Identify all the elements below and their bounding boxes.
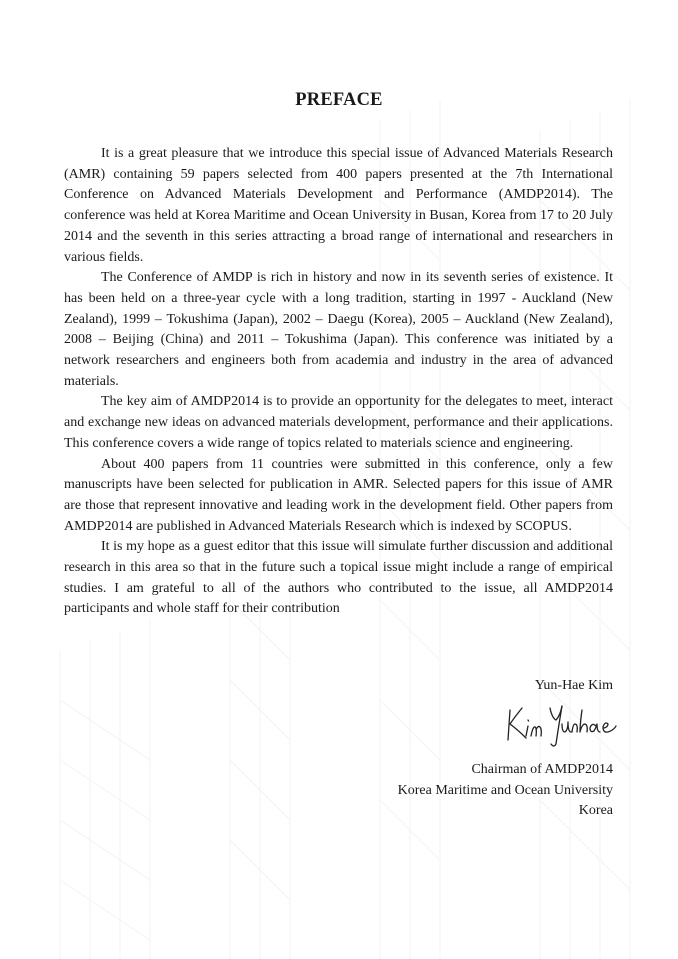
- signatory-name: Yun-Hae Kim: [534, 678, 613, 693]
- paragraph-2: The Conference of AMDP is rich in history and now in its seventh series of existence. It has been held on a three-year cycle with a long tradition, starting in 1997 - Auckland (New Zealand), 1999 – Tokushima (Japan), 2002 – Daegu (Korea), 2005 – Auckland (New Zealand), 2008 – Beijing (China) and 2011 – Tokushima (Japan). This conference was initiated by a network researchers and engineers both from academia and industry in the area of advanced materials.: [64, 270, 613, 389]
- signatory-block: [535, 676, 613, 697]
- preface-body: [64, 144, 613, 620]
- paragraph-3: The key aim of AMDP2014 is to provide an opportunity for the delegates to meet, interact and exchange new ideas on advanced materials development, performance and their applications. This conference covers a wide range of topics related to materials science and engineering.: [64, 394, 613, 451]
- signatory-institution: Korea Maritime and Ocean University: [397, 782, 613, 798]
- paragraph-5: It is my hope as a guest editor that this issue will simulate further discussion and additional research in this area so that in the future such a topical issue might include a range of empirical studies. I am grateful to all of the authors who contributed to the issue, all AMDP2014 participants and whole staff for their contribution: [64, 539, 613, 617]
- paragraph-1: It is a great pleasure that we introduce this special issue of Advanced Materials Research (AMR) containing 59 papers selected from 400 papers presented at the 7th International Conference on Advanced Materials Development and Performance (AMDP2014). The conference was held at Korea Maritime and Ocean University in Busan, Korea from 17 to 20 July 2014 and the seventh in this series attracting a broad range of international and researchers in various fields.: [64, 146, 613, 265]
- page-title: PREFACE: [295, 90, 383, 110]
- paragraph-4: About 400 papers from 11 countries were submitted in this conference, only a few manuscripts have been selected for publication in AMR. Selected papers for this issue of AMR are those that represent innovative and leading work in the development field. Other papers from AMDP2014 are published in Advanced Materials Research which is indexed by SCOPUS.: [64, 456, 613, 534]
- signatory-affiliation: [398, 760, 613, 822]
- signatory-position: Chairman of AMDP2014: [471, 762, 613, 777]
- signatory-country: Korea: [578, 803, 613, 819]
- handwritten-signature: [504, 700, 618, 748]
